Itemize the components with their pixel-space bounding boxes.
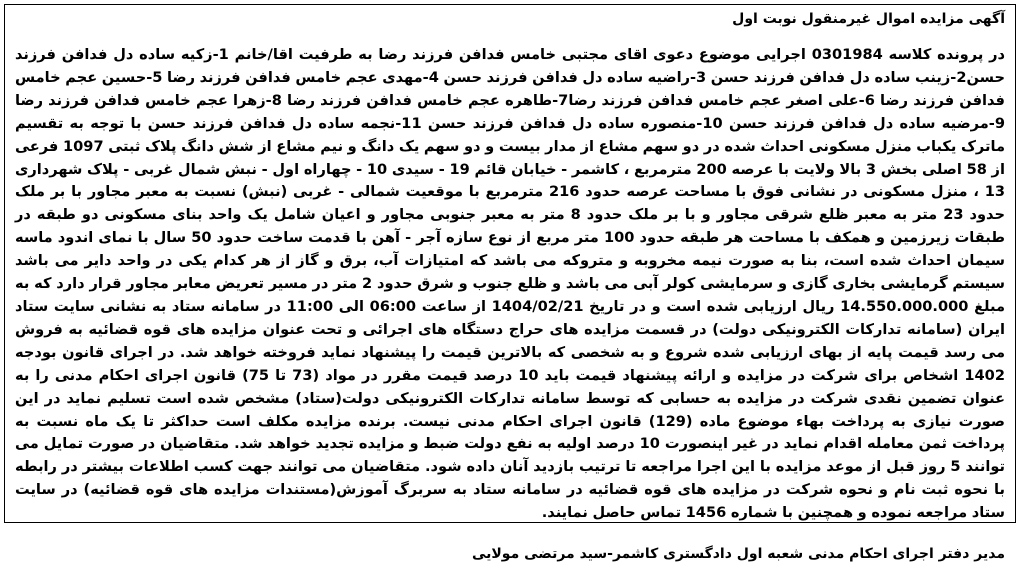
notice-body: در پرونده کلاسه 0301984 اجرایی موضوع دعوی اقای مجتبی خامس فدافن فرزند رضا به طرفیت اقا/خانم 1-زکیه ساده دل فدافن فرزند حسن2-زینب ساده دل فدافن فرزند حسن 3-راضیه ساده دل فدافن فرزند حسن 4-مهدی عجم خامس فدافن فرزند رضا 5-حسین عجم خامس فدافن فرزند رضا 6-علی اصغر عجم خامس فدافن فرزند رضا7-طاهره عجم خامس فدافن فرزند رضا 8-زهرا عجم خامس فدافن فرزند رضا 9-مرضیه ساده دل فدافن فرزند حسن 10-منصوره ساده دل فدافن فرزند حسن 11-نجمه ساده دل فدافن فرزند حسن با توجه به تقسیم ماترک یکباب منزل مسکونی احداث شده در دو سهم مشاع از مدار بیست و دو سهم یک دانگ و نیم مشاع از شش دانگ پلاک ثبتی 1097 فرعی از 58 اصلی بخش 3 بالا ولایت با عرصه 200 مترمربع ، کاشمر - خیابان قائم 19 - سیدی 10 - چهاراه اول - نبش شمال غربی - پلاک شهرداری 13 ، منزل مسکونی در نشانی فوق با مساحت عرصه حدود 216 مترمربع با موقعیت شمالی - غربی (نبش) نسبت به معبر مجاور با بر ملک حدود 23 متر به معبر ظلع شرقی مجاور و با بر ملک حدود 8 متر به معبر جنوبی مجاور و اعیان شامل یک واحد بنای مسکونی دو طبقه در طبقات زیرزمین و همکف با مساحت هر طبقه حدود 100 متر مربع از نوع سازه آجر - آهن با قدمت ساخت حدود 50 سال با نمای اندود ماسه سیمان احداث شده است، بنا به صورت نیمه مخروبه و متروکه می باشد که امتیازات آب، برق و گاز از هر کدام یکی در واحد دایر می باشد سیستم گرمایشی بخاری گازی و سرمایشی کولر آبی می باشد و ظلع جنوب و شرق حدود 2 متر در مسیر تعریض معابر مجاور قرار دارد که به مبلغ 14.550.000.000 ریال ارزیابی شده است و در تاریخ 1404/02/21 از ساعت 06:00 الی 11:00 در سامانه ستاد به نشانی سایت ستاد ایران (سامانه تدارکات الکترونیکی دولت) در قسمت مزایده های حراج دستگاه های اجرائی و تحت عنوان مزایده های قوه قضائیه به فروش می رسد قیمت پایه از بهای ارزیابی شده شروع و به شخصی که بالاترین قیمت را پیشنهاد نماید فروخته خواهد شد. در اجرای قانون بودجه 1402 اشخاص برای شرکت در مزایده و ارائه پیشنهاد قیمت باید 10 درصد قیمت مقرر در مواد (73 تا 75) قانون اجرای احکام مدنی را به عنوان تضمین نقدی شرکت در مزایده به حسابی که توسط سامانه تدارکات الکترونیکی دولت(ستاد) مشخص شده است تسلیم نماید در این صورت نیازی به پرداخت بهاء موضوع ماده (129) قانون اجرای احکام مدنی نیست. برنده مزایده مکلف است حداکثر تا یک ماه نسبت به پرداخت ثمن معامله اقدام نماید در غیر اینصورت 10 درصد اولیه به نفع دولت ضبط و مزایده تجدید خواهد شد. متقاضیان در صورت تمایل می توانند 5 روز قبل از موعد مزایده با این اجرا مراجعه تا ترتیب بازدید آنان داده شود. متقاضیان می توانند جهت کسب اطلاعات بیشتر در رابطه با نحوه ثبت نام و نحوه شرکت در مزایده های قوه قضائیه در سامانه ستاد به سربرگ آموزش(مستندات مزایده های قوه قضائیه) در سایت ستاد مراجعه نموده و همچنین با شماره 1456 تماس حاصل نمایند.	[15, 46, 1006, 522]
auction-notice	[4, 4, 1016, 563]
notice-signature: مدیر دفتر اجرای احکام مدنی شعبه اول دادگستری کاشمر-سید مرتضی مولایی	[471, 546, 1005, 563]
notice-title: آگهی مزایده اموال غیرمنقول نوبت اول	[732, 11, 1005, 27]
